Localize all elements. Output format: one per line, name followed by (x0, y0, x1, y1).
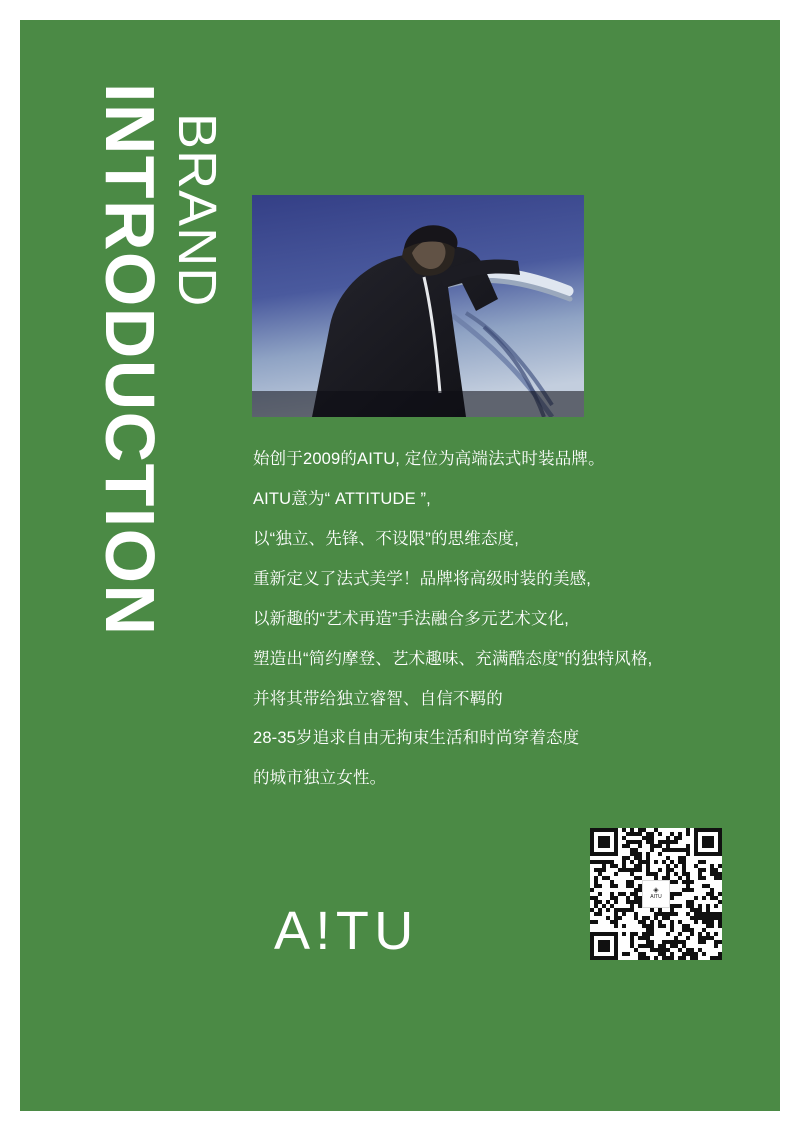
body-line: 以新趣的“艺术再造”手法融合多元艺术文化, (253, 609, 570, 628)
body-line: 的城市独立女性。 (253, 769, 387, 788)
headline-brand: BRAND (167, 113, 227, 308)
logo-text-after: TU (335, 901, 419, 961)
headline-introduction: INTRODUCTION (91, 83, 169, 637)
body-line: 28-35岁追求自由无拘束生活和时尚穿着态度 (253, 729, 580, 748)
logo-text-before: A (274, 901, 316, 961)
qr-code[interactable] (590, 828, 722, 960)
body-line: AITU意为“ ATTITUDE ”, (253, 489, 431, 508)
headline-group (68, 75, 238, 865)
poster-canvas (20, 20, 780, 1111)
qr-center-glyph: ◈ (653, 887, 659, 895)
qr-center-label: AITU (650, 894, 662, 901)
brand-logo (274, 900, 419, 962)
logo-exclamation-mark: ! (315, 901, 336, 961)
qr-center-logo (642, 880, 670, 908)
model-photo-illustration (252, 195, 584, 417)
model-photo (252, 195, 584, 417)
body-copy (253, 440, 753, 799)
body-line: 塑造出“简约摩登、艺术趣味、充满酷态度”的独特风格, (253, 649, 653, 668)
body-line: 重新定义了法式美学！品牌将高级时装的美感, (253, 569, 592, 588)
body-line: 以“独立、先锋、不设限”的思维态度, (253, 529, 520, 548)
body-line: 并将其带给独立睿智、自信不羁的 (253, 689, 503, 708)
body-line: 始创于2009的AITU, 定位为高端法式时装品牌。 (253, 450, 605, 468)
